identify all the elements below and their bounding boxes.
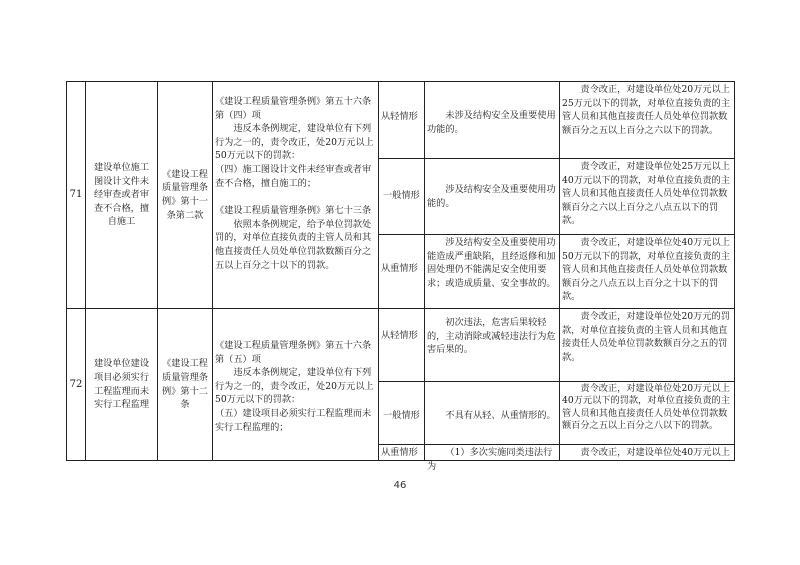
condition-text: 初次违法，危害后果较轻的，主动消除或减轻违法行为危害后果的。 — [427, 317, 556, 356]
page-number: 46 — [393, 480, 407, 491]
level-text: 一般情形 — [383, 190, 420, 201]
level-text: 一般情形 — [383, 410, 420, 421]
row-71-condition-heavy — [424, 234, 559, 308]
row-72-level-light — [378, 308, 424, 381]
provision-article: 《建设工程质量管理条例》第五十六条第（五）项 — [215, 340, 372, 365]
standard-text: 责令改正，对建设单位处25万元以上40万元以下的罚款，对单位直接负责的主管人员和其他直接责任人员处单位罚款数额百分之六以上百分之八点五以下的罚款。 — [562, 161, 730, 227]
row-71-level-light — [378, 81, 424, 158]
level-text: 从重情形 — [381, 263, 418, 274]
provision-article: 《建设工程质量管理条例》第五十六条第（四）项 — [215, 96, 372, 121]
row-71-condition-light — [424, 81, 559, 158]
level-text: 从轻情形 — [381, 330, 418, 341]
condition-text: 涉及结构安全及重要使用功能的。 — [427, 184, 556, 209]
row-72-standard-light — [559, 308, 735, 381]
basis-text: 《建设工程质量管理条例》第十二条 — [162, 358, 208, 411]
row-72-behavior — [85, 308, 157, 461]
row-71-basis — [157, 81, 212, 308]
basis-text: 《建设工程质量管理条例》第十一条第二款 — [162, 168, 208, 221]
condition-text: 涉及结构安全及重要使用功能造成严重缺陷，且经返修和加固处理仍不能满足安全使用要求；或造成质量、安全事故的。 — [427, 237, 556, 289]
row-71-number — [66, 81, 85, 308]
row-72-provision — [212, 308, 378, 461]
behavior-text: 建设单位施工图设计文件未经审查或者审查不合格，擅自施工 — [93, 162, 150, 228]
standard-text: 责令改正，对建设单位处40万元以上 — [580, 447, 730, 458]
row-72-standard-general — [559, 381, 735, 444]
standard-text: 责令改正，对建设单位处40万元以上50万元以下的罚款，对单位直接负责的主管人员和其他直接责任人员处单位罚款数额百分之八点五以上百分之十以下的罚款。 — [562, 237, 730, 303]
standard-text: 责令改正，对建设单位处20万元的罚款，对单位直接负责的主管人员和其他直接责任人员处单位罚款数额百分之五的罚款。 — [562, 311, 730, 363]
row-number-text: 71 — [69, 189, 83, 201]
provision-article: 《建设工程质量管理条例》第七十三条 — [215, 205, 372, 217]
row-71-condition-general — [424, 158, 559, 234]
provision-item: （五）建设项目必须实行工程监理而未实行工程监理的； — [215, 407, 372, 433]
row-71-standard-general — [559, 158, 735, 234]
row-71-standard-heavy — [559, 234, 735, 308]
provision-clause: 违反本条例规定，建设单位有下列行为之一的，责令改正，处20万元以上50万元以下的罚款： — [215, 367, 374, 406]
row-72-condition-light — [424, 308, 559, 381]
row-72-number — [66, 308, 85, 461]
provision-item: （四）施工图设计文件未经审查或者审查不合格，擅自施工的； — [215, 163, 372, 189]
row-72-level-general — [378, 381, 424, 444]
row-72-condition-heavy — [424, 444, 559, 472]
row-72-basis — [157, 308, 212, 461]
standard-text: 责令改正，对建设单位处20万元以上25万元以下的罚款，对单位直接负责的主管人员和其他直接责任人员处单位罚款数额百分之五以上百分之六以下的罚款。 — [562, 84, 730, 136]
row-71-standard-light — [559, 81, 735, 158]
row-number-text: 72 — [69, 378, 83, 390]
provision-clause: 依照本条例规定，给予单位罚款处罚的，对单位直接负责的主管人员和其他直接责任人员处单位罚款数额百分之五以上百分之十以下的罚款。 — [215, 218, 372, 271]
condition-text: 未涉及结构安全及重要使用功能的。 — [427, 110, 556, 135]
standard-text: 责令改正，对建设单位处20万元以上40万元以下的罚款，对单位直接负责的主管人员和其他直接责任人员处单位罚款数额百分之五以上百分之八以下的罚款。 — [562, 383, 730, 432]
condition-text: （1）多次实施同类违法行为 — [427, 447, 553, 472]
condition-text: 不具有从轻、从重情形的。 — [445, 410, 556, 421]
row-72-standard-heavy — [559, 444, 735, 461]
level-text: 从重情形 — [381, 447, 418, 458]
row-72-condition-general — [424, 381, 559, 444]
behavior-text: 建设单位建设项目必须实行工程监理而未实行工程监理 — [93, 358, 150, 411]
row-71-provision — [212, 81, 378, 308]
level-text: 从轻情形 — [381, 111, 418, 122]
row-71-level-general — [378, 158, 424, 234]
row-71-behavior — [85, 81, 157, 308]
row-72-level-heavy — [378, 444, 424, 461]
provision-clause: 违反本条例规定，建设单位有下列行为之一的，责令改正，处20万元以上50万元以下的罚款： — [215, 123, 374, 162]
row-71-level-heavy — [378, 234, 424, 308]
